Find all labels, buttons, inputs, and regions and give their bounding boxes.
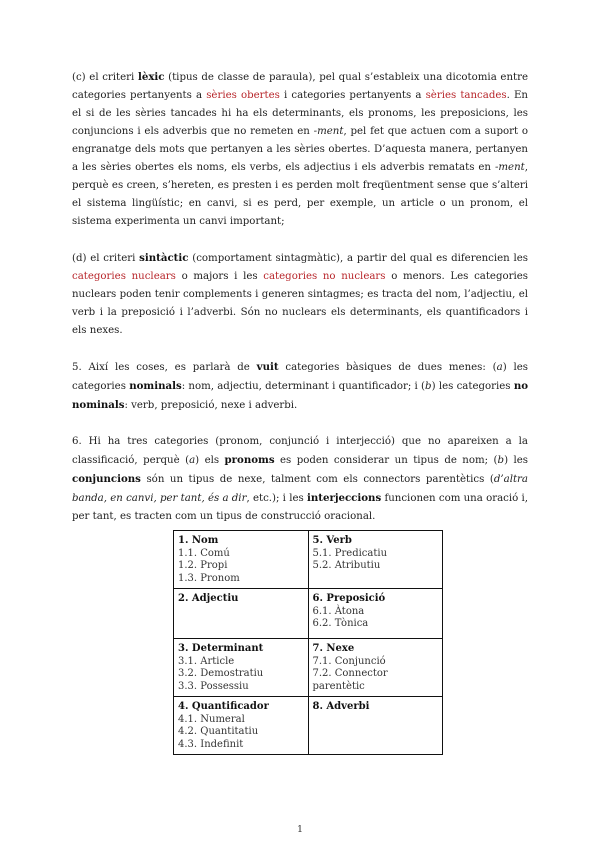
- category-title: 7. Nexe: [312, 643, 355, 654]
- table-cell: [308, 589, 443, 639]
- category-title: 6. Preposició: [312, 593, 386, 604]
- subcategory: 7.1. Conjunció: [312, 655, 386, 667]
- term-nuclear-categories: categories nuclears: [72, 271, 176, 282]
- table-cell: [174, 531, 309, 589]
- category-title: 8. Adverbi: [312, 701, 370, 712]
- subcategory: 1.3. Pronom: [178, 572, 240, 584]
- table-cell: [308, 531, 443, 589]
- category-title: 5. Verb: [312, 535, 352, 546]
- subcategory: 7.2. Connector parentètic: [312, 668, 388, 692]
- table-cell: [308, 639, 443, 697]
- document-body: [72, 68, 528, 526]
- table-cell: [174, 639, 309, 697]
- subcategory: 4.3. Indefinit: [178, 738, 244, 750]
- subcategory: 5.1. Predicatiu: [312, 547, 388, 559]
- subcategory: 6.2. Tònica: [312, 618, 369, 629]
- term-non-nuclear-categories: categories no nuclears: [263, 271, 386, 282]
- category-title: 1. Nom: [178, 535, 219, 546]
- term-closed-series: sèries tancades: [425, 90, 507, 101]
- table-cell: [174, 589, 309, 639]
- subcategory: 3.2. Demostratiu: [178, 668, 264, 679]
- paragraph-criterion-d: (d) el criteri sintàctic (comportament sintagmàtic), a partir del qual es diferencien les categories nuclears o majors i les categories no nuclears o menors. Les categories nuclears poden tenir complements i generen sintagmes; es tracta del nom, l’adjectiu, el verb i la preposició i l’adverbi. Són no nuclears els determinants, els quantificadors i els nexes.: [72, 252, 529, 336]
- subcategory: 1.1. Comú: [178, 547, 230, 559]
- category-title: 3. Determinant: [178, 643, 264, 654]
- category-title: 2. Adjectiu: [178, 593, 239, 604]
- paragraph-criterion-c: (c) el criteri lèxic (tipus de classe de paraula), pel qual s’estableix una dicotomia entre categories pertanyents a sèries obertes i categories pertanyents a sèries tancades. En el si de les sèries tancades hi ha els determinants, els pronoms, les preposicions, les conjuncions i els adverbis que no remeten en -ment, pel fet que actuen com a suport o engranatge dels mots que pertanyen a les sèries obertes. D’aquesta manera, pertanyen a les sèries obertes els noms, els verbs, els adjectius i els adverbis rematats en -ment, perquè es creen, s’hereten, es presten i es perden molt freqüentment sense que s’alteri el sistema lingüístic; en canvi, si es perd, per exemple, un article o un pronom, el sistema experimenta un canvi important;: [72, 71, 528, 227]
- paragraph-5: 5. Així les coses, es parlarà de vuit categories bàsiques de dues menes: (a) les categories nominals: nom, adjectiu, determinant i quantificador; i (b) les categories no nominals: verb, preposició, nexe i adverbi.: [72, 361, 529, 411]
- subcategory: 6.1. Àtona: [312, 605, 365, 617]
- table-cell: [308, 697, 443, 755]
- page-number: 1: [296, 824, 304, 835]
- paragraph-6: 6. Hi ha tres categories (pronom, conjunció i interjecció) que no apareixen a la classificació, perquè (a) els pronoms es poden considerar un tipus de nom; (b) les conjuncions són un tipus de nexe, talment com els connectors parentètics (d’altra banda, en canvi, per tant, és a dir, etc.); i les interjeccions funcionen com una oració i, per tant, es tracten com un tipus de construcció oracional.: [72, 436, 529, 522]
- subcategory: 1.2. Propi: [178, 560, 228, 571]
- table-cell: [174, 697, 309, 755]
- subcategory: 4.1. Numeral: [178, 713, 245, 725]
- categories-table: [173, 530, 443, 755]
- subcategory: 3.3. Possessiu: [178, 680, 249, 692]
- subcategory: 3.1. Article: [178, 655, 235, 667]
- term-open-series: sèries obertes: [206, 90, 280, 101]
- category-title: 4. Quantificador: [178, 701, 269, 712]
- subcategory: 5.2. Atributiu: [312, 560, 381, 571]
- subcategory: 4.2. Quantitatiu: [178, 726, 259, 737]
